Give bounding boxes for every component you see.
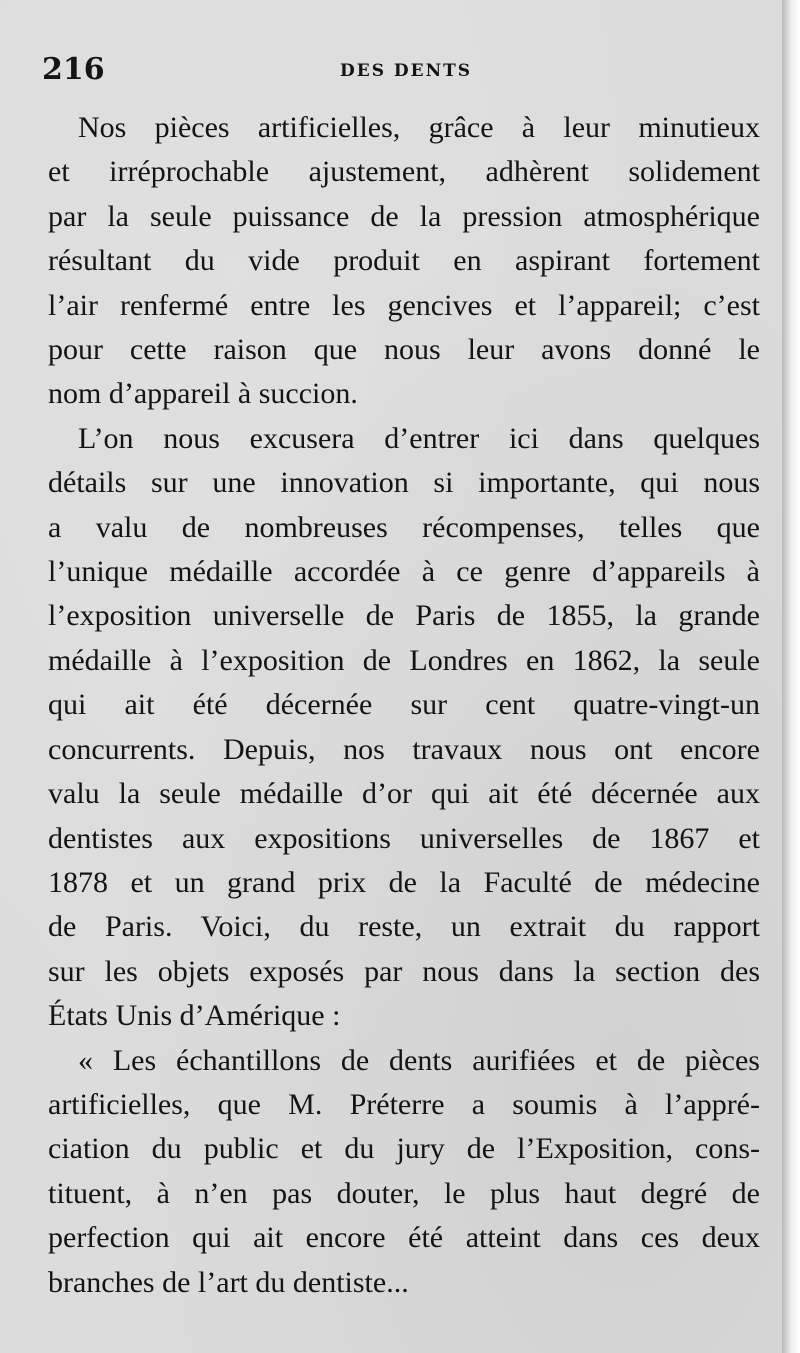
text-line: résultant du vide produit en aspirant fortement — [48, 244, 760, 278]
text-line: dentistes aux expositions universelles de 1867 et — [48, 821, 760, 855]
text-line: valu la seule médaille d’or qui ait été décernée aux — [48, 777, 760, 811]
page-number: 216 — [42, 52, 105, 87]
text-line: Nos pièces artificielles, grâce à leur minutieux — [78, 111, 760, 144]
page-edge — [782, 0, 800, 1353]
text-line: détails sur une innovation si importante, qui nous — [48, 466, 760, 500]
text-line: l’exposition universelle de Paris de 1855, la grande — [48, 599, 760, 633]
text-line: branches de l’art du dentiste... — [48, 1265, 409, 1299]
text-line: sur les objets exposés par nous dans la section des — [48, 954, 760, 988]
text-line: « Les échantillons de dents aurifiées et de pièces — [78, 1043, 760, 1077]
text-line: perfection qui ait encore été atteint dans ces deux — [48, 1221, 760, 1255]
text-line: artificielles, que M. Préterre a soumis à l’appré- — [48, 1087, 760, 1121]
text-line: tituent, à n’en pas douter, le plus haut degré de — [48, 1176, 760, 1210]
text-line: qui ait été décernée sur cent quatre-vingt-un — [48, 688, 760, 722]
text-line: par la seule puissance de la pression atmosphérique — [48, 199, 760, 233]
text-line: 1878 et un grand prix de la Faculté de médecine — [48, 865, 760, 899]
text-line: pour cette raison que nous leur avons donné le — [48, 333, 760, 367]
text-line: L’on nous excusera d’entrer ici dans quelques — [78, 421, 760, 455]
text-line: et irréprochable ajustement, adhèrent solidement — [48, 155, 760, 189]
text-line: concurrents. Depuis, nos travaux nous ont encore — [48, 732, 760, 766]
text-line: a valu de nombreuses récompenses, telles que — [48, 510, 760, 544]
text-line: l’unique médaille accordée à ce genre d’appareils à — [48, 555, 760, 589]
running-title: DES DENTS — [340, 61, 473, 81]
text-line: ciation du public et du jury de l’Exposition, cons- — [48, 1132, 760, 1166]
text-line: nom d’appareil à succion. — [48, 377, 358, 411]
text-line: médaille à l’exposition de Londres en 1862, la seule — [48, 643, 760, 677]
text-line: États Unis d’Amérique : — [48, 999, 341, 1033]
text-line: l’air renfermé entre les gencives et l’appareil; c’est — [48, 288, 760, 322]
running-header — [42, 52, 742, 92]
text-line: de Paris. Voici, du reste, un extrait du rapport — [48, 910, 760, 944]
body-text — [48, 106, 760, 1305]
